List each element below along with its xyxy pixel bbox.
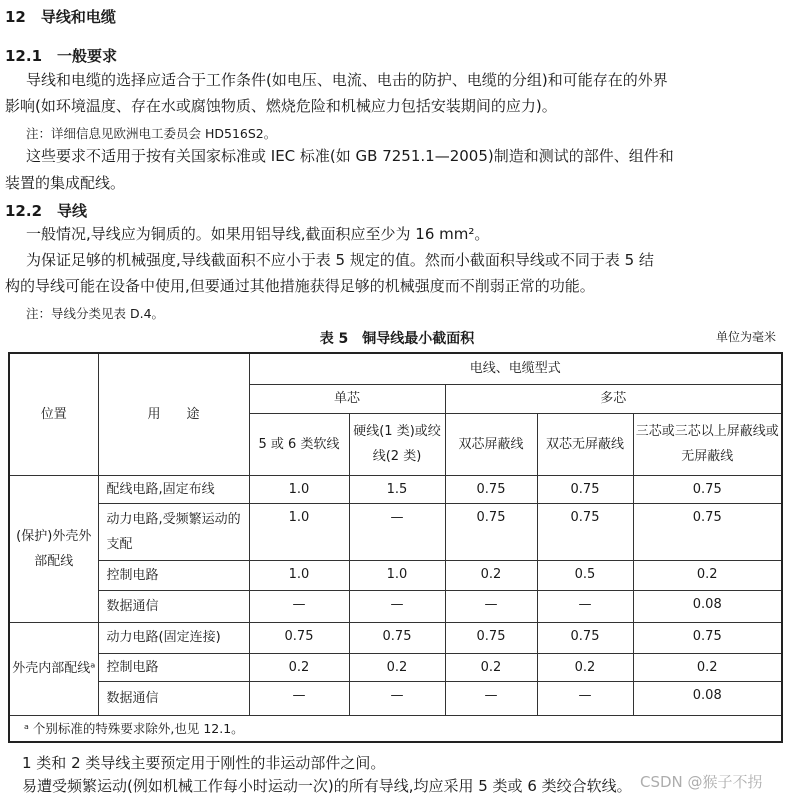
position-cell: (保护)外壳外部配线 — [9, 475, 98, 622]
header-single: 单芯 — [249, 384, 445, 413]
table-caption: 表 5 铜导线最小截面积 — [319, 331, 475, 347]
note: 注：导线分类见表 D.4。 — [26, 306, 165, 321]
paragraph: 易遭受频繁运动(例如机械工作每小时运动一次)的所有导线,均应采用 5 类或 6 类绞合软线。 — [22, 777, 632, 795]
paragraph: 构的导线可能在设备中使用,但要通过其他措施获得足够的机械强度而不削弱正常的功能。 — [5, 277, 595, 295]
value-cell: 0.08 — [633, 681, 782, 715]
header-use: 用 途 — [98, 353, 249, 475]
value-cell: 0.75 — [537, 622, 633, 653]
note: 注：详细信息见欧洲电工委员会 HD516S2。 — [26, 126, 277, 141]
value-cell: 0.08 — [633, 590, 782, 622]
watermark: CSDN @猴子不拐 — [640, 773, 763, 791]
use-cell: 动力电路(固定连接) — [98, 622, 249, 653]
value-cell: 1.0 — [249, 560, 349, 590]
use-cell: 数据通信 — [98, 681, 249, 715]
value-cell: 0.75 — [633, 475, 782, 503]
value-cell: — — [445, 590, 537, 622]
use-cell: 数据通信 — [98, 590, 249, 622]
section-heading: 12 导线和电缆 — [5, 8, 116, 26]
value-cell: 0.2 — [445, 560, 537, 590]
table-row — [9, 475, 782, 503]
paragraph: 一般情况,导线应为铜质的。如果用铝导线,截面积应至少为 16 mm²。 — [26, 225, 490, 243]
value-cell: — — [349, 590, 445, 622]
min-cross-section-table — [8, 352, 783, 743]
col-header: 5 或 6 类软线 — [249, 413, 349, 475]
table-unit: 单位为毫米 — [715, 330, 776, 344]
value-cell: 0.2 — [633, 560, 782, 590]
header-multi: 多芯 — [445, 384, 782, 413]
table-row — [9, 681, 782, 715]
header-position: 位置 — [9, 353, 98, 475]
paragraph: 导线和电缆的选择应适合于工作条件(如电压、电流、电击的防护、电缆的分组)和可能存在的外界 — [26, 71, 668, 89]
value-cell: 1.0 — [349, 560, 445, 590]
paragraph: 这些要求不适用于按有关国家标准或 IEC 标准(如 GB 7251.1—2005)制造和测试的部件、组件和 — [26, 147, 674, 165]
value-cell: — — [249, 681, 349, 715]
value-cell: — — [445, 681, 537, 715]
col-header: 三芯或三芯以上屏蔽线或无屏蔽线 — [633, 413, 782, 475]
value-cell: 0.5 — [537, 560, 633, 590]
position-cell: 外壳内部配线ᵃ — [9, 622, 98, 715]
value-cell: — — [249, 590, 349, 622]
value-cell: 0.2 — [537, 653, 633, 681]
value-cell: 0.2 — [445, 653, 537, 681]
header-type: 电线、电缆型式 — [249, 353, 782, 384]
paragraph: 1 类和 2 类导线主要预定用于刚性的非运动部件之间。 — [22, 754, 386, 772]
table-row — [9, 590, 782, 622]
value-cell: 0.2 — [249, 653, 349, 681]
paragraph: 影响(如环境温度、存在水或腐蚀物质、燃烧危险和机械应力包括安装期间的应力)。 — [5, 97, 557, 115]
col-header: 双芯屏蔽线 — [445, 413, 537, 475]
value-cell: 0.75 — [445, 475, 537, 503]
value-cell: 0.75 — [445, 622, 537, 653]
table-row — [9, 622, 782, 653]
subsection-heading-12-2: 12.2 导线 — [5, 202, 88, 220]
value-cell: 0.75 — [445, 503, 537, 560]
paragraph: 装置的集成配线。 — [5, 174, 126, 192]
col-header: 双芯无屏蔽线 — [537, 413, 633, 475]
table-footnote: ᵃ 个别标准的特殊要求除外,也见 12.1。 — [9, 715, 782, 742]
use-cell: 配线电路,固定布线 — [98, 475, 249, 503]
value-cell: — — [349, 503, 445, 560]
value-cell: 0.75 — [633, 622, 782, 653]
use-cell: 动力电路,受频繁运动的支配 — [98, 503, 249, 560]
value-cell: 0.75 — [537, 503, 633, 560]
col-header: 硬线(1 类)或绞线(2 类) — [349, 413, 445, 475]
table-row — [9, 503, 782, 560]
use-cell: 控制电路 — [98, 560, 249, 590]
value-cell: 0.75 — [537, 475, 633, 503]
value-cell: 0.2 — [349, 653, 445, 681]
value-cell: 1.5 — [349, 475, 445, 503]
value-cell: — — [349, 681, 445, 715]
value-cell: — — [537, 681, 633, 715]
value-cell: 0.75 — [633, 503, 782, 560]
use-cell: 控制电路 — [98, 653, 249, 681]
table-row — [9, 653, 782, 681]
value-cell: 0.75 — [249, 622, 349, 653]
value-cell: 1.0 — [249, 503, 349, 560]
value-cell: 0.2 — [633, 653, 782, 681]
subsection-heading-12-1: 12.1 一般要求 — [5, 47, 118, 65]
value-cell: — — [537, 590, 633, 622]
value-cell: 0.75 — [349, 622, 445, 653]
table-row — [9, 560, 782, 590]
paragraph: 为保证足够的机械强度,导线截面积不应小于表 5 规定的值。然而小截面积导线或不同于表 5 结 — [26, 251, 654, 269]
value-cell: 1.0 — [249, 475, 349, 503]
